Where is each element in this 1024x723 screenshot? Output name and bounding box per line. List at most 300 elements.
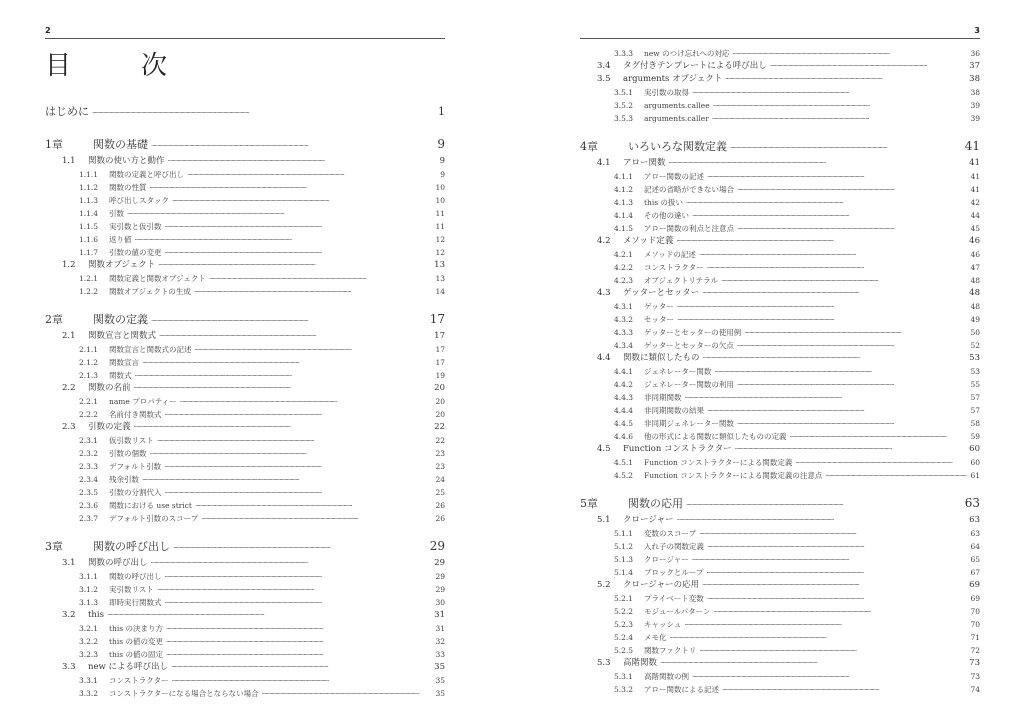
toc-entry-ch[interactable] bbox=[45, 535, 445, 557]
toc-entry-sub[interactable] bbox=[45, 596, 445, 609]
toc-entry-sub[interactable] bbox=[580, 631, 980, 644]
entry-number: 2.2.2 bbox=[79, 410, 99, 419]
entry-page: 29 bbox=[435, 572, 445, 581]
toc-entry-sub[interactable] bbox=[580, 326, 980, 339]
page-header bbox=[45, 0, 445, 39]
entry-number: 2.2 bbox=[62, 383, 76, 393]
entry-number: 4.1.2 bbox=[614, 185, 634, 194]
entry-label: ゲッターとセッター bbox=[623, 288, 700, 298]
entry-number: 5.1.1 bbox=[614, 529, 634, 538]
entry-page: 22 bbox=[435, 436, 445, 445]
entry-label: デフォルト引数 bbox=[109, 462, 162, 471]
toc-entry-sub[interactable] bbox=[45, 181, 445, 194]
leader-dots bbox=[142, 473, 432, 487]
entry-label: arguments オブジェクト bbox=[623, 74, 723, 84]
entry-page: 9 bbox=[440, 170, 445, 179]
entry-page: 69 bbox=[970, 594, 980, 603]
entry-number: 2.3.2 bbox=[79, 449, 99, 458]
entry-page: 12 bbox=[435, 248, 445, 257]
toc-entry-sub[interactable] bbox=[580, 99, 980, 112]
entry-label: 残余引数 bbox=[109, 475, 139, 484]
entry-number: 1.1.5 bbox=[79, 222, 99, 231]
leader-dots bbox=[692, 553, 968, 567]
entry-label: 高階関数の例 bbox=[644, 672, 689, 681]
toc-entry-sub[interactable] bbox=[45, 408, 445, 421]
entry-label: アロー関数の利点と注意点 bbox=[644, 224, 734, 233]
toc-entry-sub[interactable] bbox=[45, 512, 445, 525]
toc-entry-sub[interactable] bbox=[580, 683, 980, 696]
entry-label: 変数のスコープ bbox=[644, 529, 697, 538]
entry-number: 5.2 bbox=[597, 580, 611, 590]
entry-label: 引数の個数 bbox=[109, 449, 147, 458]
entry-page: 1 bbox=[438, 105, 445, 118]
entry-number: 5章 bbox=[580, 497, 598, 510]
leader-dots bbox=[201, 512, 432, 526]
leader-dots bbox=[195, 343, 433, 357]
entry-number: 3.2.1 bbox=[79, 624, 99, 633]
entry-label: メモ化 bbox=[644, 633, 667, 642]
entry-page: 17 bbox=[434, 331, 445, 341]
leader-dots bbox=[180, 395, 433, 409]
entry-label: クロージャーの応用 bbox=[623, 580, 700, 590]
toc-entry-sub[interactable] bbox=[45, 434, 445, 447]
entry-page: 32 bbox=[435, 637, 445, 646]
leader-dots bbox=[165, 246, 433, 260]
leader-dots bbox=[165, 570, 433, 584]
leader-dots bbox=[209, 272, 433, 286]
leader-dots bbox=[135, 369, 433, 383]
toc-entry-sub[interactable] bbox=[580, 47, 980, 60]
entry-page: 20 bbox=[434, 383, 445, 393]
toc-entry-sub[interactable] bbox=[580, 618, 980, 631]
entry-label: モジュールパターン bbox=[644, 607, 711, 616]
entry-label: 関数の定義と呼び出し bbox=[109, 170, 184, 179]
toc-entry-sub[interactable] bbox=[580, 300, 980, 313]
entry-label: Function コンストラクター bbox=[623, 444, 732, 454]
entry-label: クロージャー bbox=[644, 555, 689, 564]
leader-dots bbox=[714, 605, 968, 619]
entry-page: 53 bbox=[969, 353, 980, 363]
toc-entry-sub[interactable] bbox=[580, 527, 980, 540]
entry-number: 4.1 bbox=[597, 158, 611, 168]
entry-label: ジェネレーター関数 bbox=[644, 367, 712, 376]
toc-entry-sub[interactable] bbox=[580, 274, 980, 287]
entry-label: コンストラクター bbox=[109, 676, 169, 685]
entry-number: 2.3 bbox=[62, 422, 76, 432]
toc-entry-sec[interactable] bbox=[45, 155, 445, 168]
leader-dots bbox=[732, 47, 967, 61]
toc-entry-sub[interactable] bbox=[580, 644, 980, 657]
entry-number: 2.3.6 bbox=[79, 501, 99, 510]
toc-entry-sec[interactable] bbox=[580, 352, 980, 365]
entry-number: 3.5.2 bbox=[614, 101, 634, 110]
entry-number: 3.2.3 bbox=[79, 650, 99, 659]
entry-page: 49 bbox=[970, 315, 980, 324]
toc-entry-sub[interactable] bbox=[45, 570, 445, 583]
entry-number: 3.2 bbox=[62, 610, 76, 620]
leader-dots bbox=[707, 404, 967, 418]
entry-page: 29 bbox=[434, 558, 445, 568]
leader-dots bbox=[92, 101, 435, 124]
toc-entry-sub[interactable] bbox=[45, 395, 445, 408]
toc-entry-sec[interactable] bbox=[580, 60, 980, 73]
toc-entry-sec[interactable] bbox=[580, 73, 980, 86]
entry-number: 3章 bbox=[45, 540, 63, 553]
entry-number: 5.2.5 bbox=[614, 646, 634, 655]
entry-label: 非同期ジェネレーター関数 bbox=[644, 419, 734, 428]
entry-label: セッター bbox=[644, 315, 674, 324]
toc-entry-sub[interactable] bbox=[45, 674, 445, 687]
toc-entry-sub[interactable] bbox=[580, 605, 980, 618]
leader-dots bbox=[692, 86, 967, 100]
toc-entry-sub[interactable] bbox=[45, 220, 445, 233]
toc-entry-sec[interactable] bbox=[580, 579, 980, 592]
leader-dots bbox=[706, 566, 967, 580]
leader-dots bbox=[165, 408, 433, 422]
toc-entry-sub[interactable] bbox=[580, 112, 980, 125]
toc-entry-sub[interactable] bbox=[45, 369, 445, 382]
leader-dots bbox=[172, 674, 433, 688]
leader-dots bbox=[165, 486, 433, 500]
leader-dots bbox=[685, 391, 968, 405]
entry-label: 関数宣言と関数式の記述 bbox=[109, 345, 192, 354]
entry-page: 26 bbox=[435, 501, 445, 510]
entry-page: 36 bbox=[970, 49, 980, 58]
entry-number: 2.3.5 bbox=[79, 488, 99, 497]
toc-entry-sub[interactable] bbox=[45, 648, 445, 661]
entry-number: 5.2.1 bbox=[614, 594, 634, 603]
toc-entry-sub[interactable] bbox=[580, 456, 980, 469]
leader-dots bbox=[735, 443, 967, 456]
toc-entry-sub[interactable] bbox=[580, 553, 980, 566]
toc-entry-sec[interactable] bbox=[580, 443, 980, 456]
entry-page: 64 bbox=[970, 542, 980, 551]
toc-entry-sub[interactable] bbox=[580, 670, 980, 683]
toc-entry-sub[interactable] bbox=[45, 246, 445, 259]
entry-page: 72 bbox=[970, 646, 980, 655]
leader-dots bbox=[166, 635, 432, 649]
entry-number: 4.1.1 bbox=[614, 172, 634, 181]
entry-number: 5.1 bbox=[597, 515, 611, 525]
entry-page: 35 bbox=[435, 676, 445, 685]
entry-label: 引数の値の変更 bbox=[109, 248, 162, 257]
leader-dots bbox=[730, 136, 962, 159]
entry-label: new による呼び出し bbox=[88, 662, 168, 672]
entry-page: 13 bbox=[434, 260, 445, 270]
toc-entry-sub[interactable] bbox=[580, 170, 980, 183]
leader-dots bbox=[707, 540, 967, 554]
entry-page: 24 bbox=[435, 475, 445, 484]
leader-dots bbox=[677, 313, 967, 327]
leader-dots bbox=[677, 514, 967, 527]
leader-dots bbox=[684, 618, 967, 632]
entry-number: 2.1.3 bbox=[79, 371, 99, 380]
toc-entry-sec[interactable] bbox=[580, 235, 980, 248]
entry-number: 3.1 bbox=[62, 558, 76, 568]
entry-label: オブジェクトリテラル bbox=[644, 276, 718, 285]
entry-page: 9 bbox=[437, 137, 445, 151]
entry-page: 11 bbox=[435, 222, 445, 231]
entry-page: 44 bbox=[970, 211, 980, 220]
entry-label: 関数宣言と関数式 bbox=[88, 331, 157, 341]
entry-page: 71 bbox=[970, 633, 980, 642]
toc-entry-sub[interactable] bbox=[45, 473, 445, 486]
toc-entry-sec[interactable] bbox=[45, 382, 445, 395]
toc-entry-intro[interactable] bbox=[45, 101, 445, 123]
entry-label: その他の違い bbox=[644, 211, 689, 220]
entry-page: 52 bbox=[970, 341, 980, 350]
toc-entry-sec[interactable] bbox=[580, 514, 980, 527]
entry-number: 1章 bbox=[45, 138, 63, 151]
leader-dots bbox=[692, 209, 967, 223]
entry-number: 4.4.2 bbox=[614, 380, 634, 389]
toc-entry-sub[interactable] bbox=[580, 592, 980, 605]
leader-dots bbox=[707, 170, 967, 184]
leader-dots bbox=[660, 657, 966, 670]
toc-entry-sub[interactable] bbox=[580, 248, 980, 261]
leader-dots bbox=[670, 631, 968, 645]
leader-dots bbox=[158, 259, 431, 272]
entry-label: this の決まり方 bbox=[109, 624, 163, 633]
entry-number: 2.1.2 bbox=[79, 358, 99, 367]
entry-number: 4章 bbox=[580, 140, 598, 153]
toc-entry-sec[interactable] bbox=[580, 287, 980, 300]
entry-label: 入れ子の関数定義 bbox=[644, 542, 704, 551]
toc-entry-sub[interactable] bbox=[580, 404, 980, 417]
entry-number: 4.3.1 bbox=[614, 302, 634, 311]
toc-entry-sub[interactable] bbox=[45, 343, 445, 356]
entry-number: 3.5.3 bbox=[614, 114, 634, 123]
entry-page: 9 bbox=[439, 156, 445, 166]
entry-number: 1.1.4 bbox=[79, 209, 99, 218]
entry-page: 46 bbox=[970, 250, 980, 259]
entry-page: 20 bbox=[435, 397, 445, 406]
toc-entry-sub[interactable] bbox=[45, 486, 445, 499]
leader-dots bbox=[127, 207, 432, 221]
toc-entry-sub[interactable] bbox=[580, 196, 980, 209]
entry-page: 45 bbox=[970, 224, 980, 233]
entry-number: 4.5.2 bbox=[614, 471, 634, 480]
toc-entry-ch[interactable] bbox=[580, 492, 980, 514]
entry-number: 2.1.1 bbox=[79, 345, 99, 354]
entry-number: 3.3.1 bbox=[79, 676, 99, 685]
leader-dots bbox=[714, 365, 967, 379]
toc-entry-sec[interactable] bbox=[580, 157, 980, 170]
entry-number: 4.3.4 bbox=[614, 341, 634, 350]
leader-dots bbox=[702, 287, 966, 300]
toc-entry-sub[interactable] bbox=[45, 194, 445, 207]
entry-label: 記述の省略ができない場合 bbox=[644, 185, 734, 194]
entry-number: 1.1.1 bbox=[79, 170, 99, 179]
entry-number: 2.3.4 bbox=[79, 475, 99, 484]
entry-label: new のつけ忘れへの対応 bbox=[644, 49, 730, 58]
toc-entry-sub[interactable] bbox=[45, 583, 445, 596]
entry-label: コンストラクターになる場合とならない場合 bbox=[109, 689, 259, 698]
entry-number: 1.2.2 bbox=[79, 287, 99, 296]
entry-number: 2章 bbox=[45, 313, 63, 326]
entry-label: name プロパティー bbox=[109, 397, 177, 406]
entry-number: 4.4.3 bbox=[614, 393, 634, 402]
leader-dots bbox=[686, 196, 967, 210]
toc-entry-sub[interactable] bbox=[45, 233, 445, 246]
entry-number: 4.3 bbox=[597, 288, 611, 298]
leader-dots bbox=[737, 378, 968, 392]
leader-dots bbox=[707, 261, 968, 275]
leader-dots bbox=[151, 134, 434, 157]
entry-page: 10 bbox=[435, 183, 445, 192]
toc-entry-sub[interactable] bbox=[580, 313, 980, 326]
entry-page: 11 bbox=[435, 209, 445, 218]
entry-number: 2.2.1 bbox=[79, 397, 99, 406]
entry-label: 関数の応用 bbox=[628, 497, 683, 510]
toc-entry-sub[interactable] bbox=[580, 566, 980, 579]
entry-label: 関数の呼び出し bbox=[93, 540, 170, 553]
entry-number: 5.3.2 bbox=[614, 685, 634, 694]
toc-entry-sub[interactable] bbox=[45, 635, 445, 648]
entry-label: 引数 bbox=[109, 209, 124, 218]
entry-page: 67 bbox=[970, 568, 980, 577]
toc-entry-sub[interactable] bbox=[45, 207, 445, 220]
entry-page: 12 bbox=[435, 235, 445, 244]
toc-entry-sub[interactable] bbox=[45, 460, 445, 473]
toc-entry-sec[interactable] bbox=[45, 609, 445, 622]
entry-page: 58 bbox=[970, 419, 980, 428]
entry-page: 35 bbox=[434, 662, 445, 672]
entry-page: 41 bbox=[964, 139, 980, 153]
leader-dots bbox=[699, 644, 967, 658]
page-number: 3 bbox=[974, 26, 980, 35]
entry-label: 関数の使い方と動作 bbox=[88, 156, 165, 166]
entry-number: 3.1.2 bbox=[79, 585, 99, 594]
entry-label: 実引数リスト bbox=[109, 585, 154, 594]
entry-label: 非同期関数の結果 bbox=[644, 406, 704, 415]
toc-entry-sec[interactable] bbox=[45, 421, 445, 434]
toc-entry-sec[interactable] bbox=[45, 661, 445, 674]
toc-entry-sub[interactable] bbox=[580, 209, 980, 222]
leader-dots bbox=[172, 194, 432, 208]
toc-entry-ch[interactable] bbox=[580, 135, 980, 157]
entry-label: アロー関数の記述 bbox=[644, 172, 704, 181]
entry-page: 13 bbox=[435, 274, 445, 283]
entry-page: 48 bbox=[970, 302, 980, 311]
leader-dots bbox=[262, 687, 433, 701]
toc-entry-ch[interactable] bbox=[45, 308, 445, 330]
toc-entry-sub[interactable] bbox=[45, 272, 445, 285]
entry-page: 48 bbox=[969, 288, 980, 298]
entry-number: 5.2.4 bbox=[614, 633, 634, 642]
toc-entry-sub[interactable] bbox=[580, 261, 980, 274]
toc-entry-sub[interactable] bbox=[580, 183, 980, 196]
entry-page: 14 bbox=[435, 287, 445, 296]
toc-entry-sub[interactable] bbox=[580, 378, 980, 391]
leader-dots bbox=[712, 112, 968, 126]
toc-list bbox=[580, 47, 980, 696]
entry-number: 2.1 bbox=[62, 331, 76, 341]
entry-label: アロー関数による記述 bbox=[644, 685, 719, 694]
leader-dots bbox=[151, 309, 427, 332]
entry-page: 19 bbox=[435, 371, 445, 380]
leader-dots bbox=[686, 493, 962, 516]
leader-dots bbox=[721, 274, 968, 288]
entry-page: 63 bbox=[970, 529, 980, 538]
entry-number: 4.2.1 bbox=[614, 250, 634, 259]
entry-number: 5.3.1 bbox=[614, 672, 634, 681]
entry-label: 関数ファクトリ bbox=[644, 646, 697, 655]
toc-entry-sec[interactable] bbox=[45, 557, 445, 570]
leader-dots bbox=[737, 417, 968, 431]
entry-page: 29 bbox=[429, 539, 445, 553]
entry-label: タグ付きテンプレートによる呼び出し bbox=[623, 61, 767, 71]
toc-entry-sub[interactable] bbox=[45, 285, 445, 298]
toc-entry-sub[interactable] bbox=[45, 447, 445, 460]
entry-number: 1.1.7 bbox=[79, 248, 99, 257]
toc-list bbox=[45, 101, 445, 700]
entry-page: 35 bbox=[435, 689, 445, 698]
toc-entry-sub[interactable] bbox=[580, 222, 980, 235]
entry-page: 55 bbox=[970, 380, 980, 389]
leader-dots bbox=[142, 356, 432, 370]
entry-label: Function コンストラクターによる関数定義の注意点 bbox=[644, 471, 823, 480]
entry-page: 70 bbox=[970, 607, 980, 616]
toc-entry-sec[interactable] bbox=[45, 330, 445, 343]
toc-entry-sub[interactable] bbox=[580, 339, 980, 352]
leader-dots bbox=[744, 326, 967, 340]
leader-dots bbox=[703, 352, 967, 365]
toc-entry-sub[interactable] bbox=[45, 622, 445, 635]
toc-entry-sub[interactable] bbox=[580, 417, 980, 430]
entry-number: 4.4.1 bbox=[614, 367, 634, 376]
entry-label: 関数の基礎 bbox=[93, 138, 148, 151]
entry-page: 38 bbox=[970, 88, 980, 97]
entry-number: 4.2.3 bbox=[614, 276, 634, 285]
toc-entry-sec[interactable] bbox=[580, 657, 980, 670]
toc-entry-sub[interactable] bbox=[580, 469, 980, 482]
toc-entry-sub[interactable] bbox=[45, 168, 445, 181]
toc-entry-sub[interactable] bbox=[580, 365, 980, 378]
entry-label: 即時実行関数式 bbox=[109, 598, 162, 607]
entry-page: 47 bbox=[970, 263, 980, 272]
toc-entry-ch[interactable] bbox=[45, 133, 445, 155]
toc-entry-sub[interactable] bbox=[580, 430, 980, 443]
entry-label: 引数の分割代入 bbox=[109, 488, 162, 497]
entry-number: 4.1.5 bbox=[614, 224, 634, 233]
entry-number: 5.1.3 bbox=[614, 555, 634, 564]
leader-dots bbox=[737, 339, 968, 353]
toc-entry-sub[interactable] bbox=[45, 499, 445, 512]
entry-label: 関数における use strict bbox=[109, 501, 192, 510]
leader-dots bbox=[713, 99, 968, 113]
entry-page: 65 bbox=[970, 555, 980, 564]
entry-page: 31 bbox=[434, 610, 445, 620]
entry-number: 4.1.4 bbox=[614, 211, 634, 220]
entry-page: 38 bbox=[969, 74, 980, 84]
entry-number: 3.1.1 bbox=[79, 572, 99, 581]
leader-dots bbox=[168, 155, 437, 168]
entry-page: 61 bbox=[970, 471, 980, 480]
entry-page: 37 bbox=[969, 61, 980, 71]
entry-page: 60 bbox=[970, 458, 980, 467]
toc-entry-sub[interactable] bbox=[580, 391, 980, 404]
entry-label: 実引数と仮引数 bbox=[109, 222, 162, 231]
entry-label: 呼び出しスタック bbox=[109, 196, 169, 205]
toc-entry-sub[interactable] bbox=[45, 687, 445, 700]
leader-dots bbox=[135, 233, 433, 247]
entry-number: 3.5.1 bbox=[614, 88, 634, 97]
toc-entry-sub[interactable] bbox=[580, 540, 980, 553]
toc-entry-sec[interactable] bbox=[45, 259, 445, 272]
toc-entry-sub[interactable] bbox=[580, 86, 980, 99]
toc-entry-sub[interactable] bbox=[45, 356, 445, 369]
